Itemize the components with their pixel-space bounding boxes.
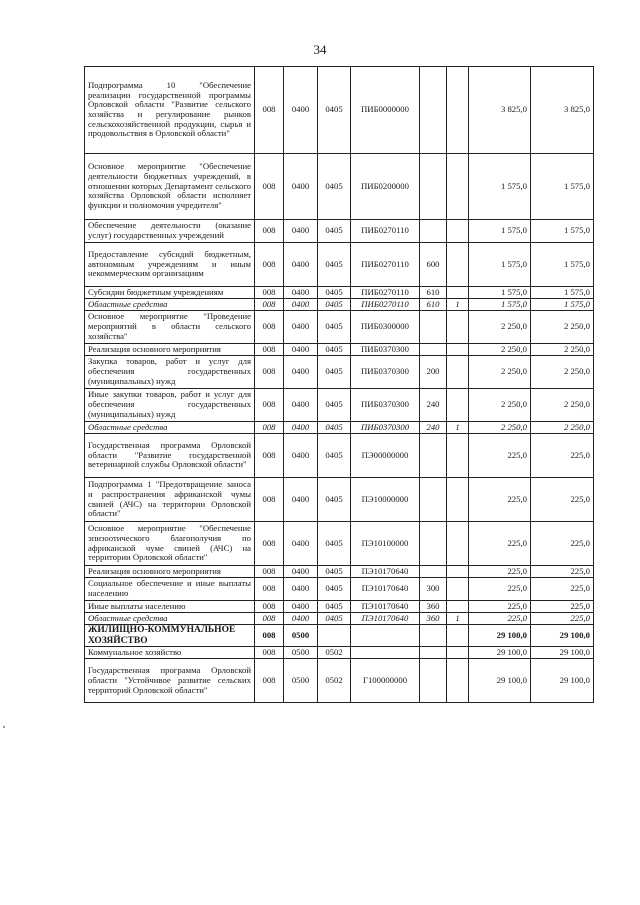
cell-ved: 008 bbox=[255, 522, 284, 566]
cell-total: 29 100,0 bbox=[469, 659, 531, 703]
cell-src bbox=[447, 434, 469, 478]
cell-ved: 008 bbox=[255, 243, 284, 287]
cell-pr: 0502 bbox=[318, 647, 351, 659]
cell-pr: 0502 bbox=[318, 659, 351, 703]
table-row bbox=[85, 67, 594, 154]
cell-pr: 0405 bbox=[318, 154, 351, 220]
page-number: 34 bbox=[313, 42, 327, 57]
cell-vr bbox=[420, 625, 447, 647]
cell-total: 2 250,0 bbox=[469, 356, 531, 389]
cell-rz: 0400 bbox=[284, 522, 318, 566]
cell-src bbox=[447, 344, 469, 356]
cell-vr: 200 bbox=[420, 356, 447, 389]
cell-name: Подпрограмма 10 "Обеспечение реализации государственной программы Орловской области "Развитие сельского хозяйства и регулирование рынков сельскохозяйственной продукции, сырья и продовольствия в Орловской области" bbox=[85, 67, 255, 154]
cell-csr: ПЭ10100000 bbox=[351, 522, 420, 566]
cell-ved: 008 bbox=[255, 67, 284, 154]
cell-pr: 0405 bbox=[318, 243, 351, 287]
table-row bbox=[85, 344, 594, 356]
cell-csr: ПЭ10170640 bbox=[351, 578, 420, 601]
cell-total: 2 250,0 bbox=[469, 311, 531, 344]
cell-name: Областные средства bbox=[85, 299, 255, 311]
cell-vr bbox=[420, 434, 447, 478]
cell-name: Основное мероприятие "Проведение мероприятий в области сельского хозяйства" bbox=[85, 311, 255, 344]
cell-csr: ПИБ0300000 bbox=[351, 311, 420, 344]
cell-csr: ПЭ10170640 bbox=[351, 566, 420, 578]
table-row bbox=[85, 311, 594, 344]
cell-ved: 008 bbox=[255, 434, 284, 478]
cell-name: Обеспечение деятельности (оказание услуг) государственных учреждений bbox=[85, 220, 255, 243]
cell-fed: 225,0 bbox=[531, 601, 594, 613]
cell-ved: 008 bbox=[255, 647, 284, 659]
cell-name: Основное мероприятие "Обеспечение деятельности бюджетных учреждений, в отношении которых Департамент сельского хозяйства Орловской области исполняет функции и полномочия учредителя" bbox=[85, 154, 255, 220]
cell-total: 3 825,0 bbox=[469, 67, 531, 154]
cell-rz: 0400 bbox=[284, 154, 318, 220]
cell-src bbox=[447, 220, 469, 243]
table-row bbox=[85, 243, 594, 287]
cell-vr bbox=[420, 311, 447, 344]
table-row bbox=[85, 299, 594, 311]
cell-fed: 2 250,0 bbox=[531, 422, 594, 434]
cell-name: Подпрограмма 1 "Предотвращение заноса и распространения африканской чумы свиней (АЧС) на территории Орловской области" bbox=[85, 478, 255, 522]
table-body bbox=[85, 67, 594, 703]
cell-csr: ПЭ10000000 bbox=[351, 478, 420, 522]
cell-ved: 008 bbox=[255, 356, 284, 389]
table-row bbox=[85, 422, 594, 434]
cell-fed: 2 250,0 bbox=[531, 356, 594, 389]
cell-pr: 0405 bbox=[318, 220, 351, 243]
cell-total: 225,0 bbox=[469, 566, 531, 578]
cell-pr: 0405 bbox=[318, 389, 351, 422]
cell-vr: 600 bbox=[420, 243, 447, 287]
cell-name: Коммунальное хозяйство bbox=[85, 647, 255, 659]
cell-fed: 2 250,0 bbox=[531, 389, 594, 422]
cell-total: 1 575,0 bbox=[469, 220, 531, 243]
cell-rz: 0500 bbox=[284, 647, 318, 659]
cell-csr: ПЭ00000000 bbox=[351, 434, 420, 478]
cell-ved: 008 bbox=[255, 299, 284, 311]
cell-pr: 0405 bbox=[318, 566, 351, 578]
cell-name: Реализация основного мероприятия bbox=[85, 566, 255, 578]
cell-pr: 0405 bbox=[318, 299, 351, 311]
cell-ved: 008 bbox=[255, 578, 284, 601]
cell-src bbox=[447, 647, 469, 659]
cell-src bbox=[447, 311, 469, 344]
cell-pr: 0405 bbox=[318, 522, 351, 566]
cell-fed: 2 250,0 bbox=[531, 344, 594, 356]
cell-ved: 008 bbox=[255, 422, 284, 434]
cell-fed: 225,0 bbox=[531, 578, 594, 601]
cell-pr: 0405 bbox=[318, 478, 351, 522]
cell-vr bbox=[420, 522, 447, 566]
cell-vr: 610 bbox=[420, 299, 447, 311]
cell-fed: 1 575,0 bbox=[531, 220, 594, 243]
cell-src bbox=[447, 625, 469, 647]
cell-fed: 3 825,0 bbox=[531, 67, 594, 154]
cell-name: Реализация основного мероприятия bbox=[85, 344, 255, 356]
margin-mark bbox=[3, 726, 5, 728]
cell-total: 225,0 bbox=[469, 478, 531, 522]
cell-name: Иные закупки товаров, работ и услуг для обеспечения государственных (муниципальных) нужд bbox=[85, 389, 255, 422]
table-row bbox=[85, 522, 594, 566]
cell-csr: Г100000000 bbox=[351, 659, 420, 703]
cell-total: 225,0 bbox=[469, 613, 531, 625]
table-row bbox=[85, 566, 594, 578]
cell-src bbox=[447, 67, 469, 154]
cell-fed: 29 100,0 bbox=[531, 647, 594, 659]
cell-src bbox=[447, 566, 469, 578]
cell-rz: 0400 bbox=[284, 434, 318, 478]
cell-rz: 0400 bbox=[284, 578, 318, 601]
cell-name: Областные средства bbox=[85, 422, 255, 434]
cell-name: Социальное обеспечение и иные выплаты населению bbox=[85, 578, 255, 601]
cell-ved: 008 bbox=[255, 478, 284, 522]
cell-ved: 008 bbox=[255, 389, 284, 422]
cell-rz: 0400 bbox=[284, 243, 318, 287]
cell-total: 29 100,0 bbox=[469, 647, 531, 659]
cell-vr: 360 bbox=[420, 613, 447, 625]
cell-pr: 0405 bbox=[318, 356, 351, 389]
cell-name: Иные выплаты населению bbox=[85, 601, 255, 613]
cell-name: Государственная программа Орловской области "Развитие государственной ветеринарной службы Орловской области" bbox=[85, 434, 255, 478]
cell-pr bbox=[318, 625, 351, 647]
cell-total: 29 100,0 bbox=[469, 625, 531, 647]
cell-fed: 225,0 bbox=[531, 522, 594, 566]
cell-csr: ПИБ0270110 bbox=[351, 220, 420, 243]
cell-csr: ПИБ0270110 bbox=[351, 287, 420, 299]
cell-src: 1 bbox=[447, 613, 469, 625]
table-row bbox=[85, 287, 594, 299]
table-row bbox=[85, 578, 594, 601]
cell-csr: ПИБ0370300 bbox=[351, 422, 420, 434]
cell-csr: ПИБ0200000 bbox=[351, 154, 420, 220]
cell-ved: 008 bbox=[255, 659, 284, 703]
cell-rz: 0400 bbox=[284, 311, 318, 344]
cell-fed: 225,0 bbox=[531, 434, 594, 478]
cell-rz: 0400 bbox=[284, 601, 318, 613]
cell-csr bbox=[351, 625, 420, 647]
cell-rz: 0500 bbox=[284, 625, 318, 647]
cell-rz: 0400 bbox=[284, 287, 318, 299]
budget-table bbox=[84, 66, 594, 703]
cell-name: Государственная программа Орловской области "Устойчивое развитие сельских территорий Орловской области" bbox=[85, 659, 255, 703]
cell-ved: 008 bbox=[255, 287, 284, 299]
cell-src bbox=[447, 243, 469, 287]
table-row bbox=[85, 613, 594, 625]
cell-pr: 0405 bbox=[318, 344, 351, 356]
cell-rz: 0400 bbox=[284, 422, 318, 434]
cell-csr: ПИБ0370300 bbox=[351, 389, 420, 422]
table-row bbox=[85, 154, 594, 220]
cell-src bbox=[447, 287, 469, 299]
cell-rz: 0400 bbox=[284, 613, 318, 625]
cell-ved: 008 bbox=[255, 344, 284, 356]
cell-fed: 29 100,0 bbox=[531, 659, 594, 703]
cell-fed: 2 250,0 bbox=[531, 311, 594, 344]
cell-total: 2 250,0 bbox=[469, 422, 531, 434]
cell-pr: 0405 bbox=[318, 578, 351, 601]
cell-vr: 240 bbox=[420, 422, 447, 434]
cell-name: Субсидии бюджетным учреждениям bbox=[85, 287, 255, 299]
table-row bbox=[85, 601, 594, 613]
cell-pr: 0405 bbox=[318, 311, 351, 344]
cell-ved: 008 bbox=[255, 566, 284, 578]
cell-total: 2 250,0 bbox=[469, 389, 531, 422]
cell-vr bbox=[420, 154, 447, 220]
cell-pr: 0405 bbox=[318, 287, 351, 299]
cell-rz: 0400 bbox=[284, 356, 318, 389]
cell-csr: ПИБ0270110 bbox=[351, 243, 420, 287]
cell-src: 1 bbox=[447, 422, 469, 434]
cell-fed: 1 575,0 bbox=[531, 243, 594, 287]
cell-total: 225,0 bbox=[469, 601, 531, 613]
table-row bbox=[85, 389, 594, 422]
cell-src bbox=[447, 478, 469, 522]
cell-vr: 300 bbox=[420, 578, 447, 601]
cell-rz: 0400 bbox=[284, 566, 318, 578]
cell-ved: 008 bbox=[255, 613, 284, 625]
cell-csr: ПИБ0000000 bbox=[351, 67, 420, 154]
cell-fed: 225,0 bbox=[531, 478, 594, 522]
cell-total: 1 575,0 bbox=[469, 243, 531, 287]
cell-pr: 0405 bbox=[318, 422, 351, 434]
cell-src bbox=[447, 601, 469, 613]
cell-vr bbox=[420, 659, 447, 703]
cell-name: Предоставление субсидий бюджетным, автономным учреждениям и иным некоммерческим организациям bbox=[85, 243, 255, 287]
cell-src bbox=[447, 154, 469, 220]
cell-vr: 360 bbox=[420, 601, 447, 613]
cell-csr: ПИБ0370300 bbox=[351, 344, 420, 356]
cell-rz: 0400 bbox=[284, 478, 318, 522]
table-row bbox=[85, 478, 594, 522]
cell-src bbox=[447, 389, 469, 422]
cell-rz: 0400 bbox=[284, 344, 318, 356]
cell-vr bbox=[420, 67, 447, 154]
cell-total: 2 250,0 bbox=[469, 344, 531, 356]
cell-vr bbox=[420, 220, 447, 243]
cell-src bbox=[447, 522, 469, 566]
cell-ved: 008 bbox=[255, 154, 284, 220]
cell-csr: ПИБ0270110 bbox=[351, 299, 420, 311]
cell-vr bbox=[420, 647, 447, 659]
cell-csr: ПЭ10170640 bbox=[351, 613, 420, 625]
cell-name: Основное мероприятие "Обеспечение эпизоотического благополучия по африканской чуме свиней (АЧС) на территории Орловской области" bbox=[85, 522, 255, 566]
cell-rz: 0400 bbox=[284, 220, 318, 243]
cell-total: 225,0 bbox=[469, 578, 531, 601]
cell-csr bbox=[351, 647, 420, 659]
cell-fed: 29 100,0 bbox=[531, 625, 594, 647]
cell-src bbox=[447, 659, 469, 703]
table-row bbox=[85, 625, 594, 647]
table-row bbox=[85, 434, 594, 478]
cell-pr: 0405 bbox=[318, 601, 351, 613]
cell-pr: 0405 bbox=[318, 434, 351, 478]
cell-name: Закупка товаров, работ и услуг для обеспечения государственных (муниципальных) нужд bbox=[85, 356, 255, 389]
cell-fed: 1 575,0 bbox=[531, 299, 594, 311]
cell-vr: 240 bbox=[420, 389, 447, 422]
cell-src bbox=[447, 356, 469, 389]
cell-total: 1 575,0 bbox=[469, 299, 531, 311]
cell-fed: 225,0 bbox=[531, 566, 594, 578]
cell-rz: 0400 bbox=[284, 389, 318, 422]
cell-total: 1 575,0 bbox=[469, 154, 531, 220]
cell-name: ЖИЛИЩНО-КОММУНАЛЬНОЕ ХОЗЯЙСТВО bbox=[85, 625, 255, 647]
cell-total: 225,0 bbox=[469, 522, 531, 566]
cell-rz: 0500 bbox=[284, 659, 318, 703]
cell-vr bbox=[420, 566, 447, 578]
table-row bbox=[85, 647, 594, 659]
cell-fed: 225,0 bbox=[531, 613, 594, 625]
table-row bbox=[85, 356, 594, 389]
cell-vr: 610 bbox=[420, 287, 447, 299]
cell-csr: ПИБ0370300 bbox=[351, 356, 420, 389]
cell-total: 1 575,0 bbox=[469, 287, 531, 299]
cell-ved: 008 bbox=[255, 220, 284, 243]
cell-csr: ПЭ10170640 bbox=[351, 601, 420, 613]
cell-rz: 0400 bbox=[284, 299, 318, 311]
cell-fed: 1 575,0 bbox=[531, 287, 594, 299]
cell-ved: 008 bbox=[255, 625, 284, 647]
cell-name: Областные средства bbox=[85, 613, 255, 625]
cell-rz: 0400 bbox=[284, 67, 318, 154]
cell-vr bbox=[420, 478, 447, 522]
table-row bbox=[85, 220, 594, 243]
cell-src bbox=[447, 578, 469, 601]
table-row bbox=[85, 659, 594, 703]
cell-pr: 0405 bbox=[318, 67, 351, 154]
cell-vr bbox=[420, 344, 447, 356]
cell-ved: 008 bbox=[255, 601, 284, 613]
cell-total: 225,0 bbox=[469, 434, 531, 478]
cell-fed: 1 575,0 bbox=[531, 154, 594, 220]
cell-src: 1 bbox=[447, 299, 469, 311]
cell-ved: 008 bbox=[255, 311, 284, 344]
cell-pr: 0405 bbox=[318, 613, 351, 625]
